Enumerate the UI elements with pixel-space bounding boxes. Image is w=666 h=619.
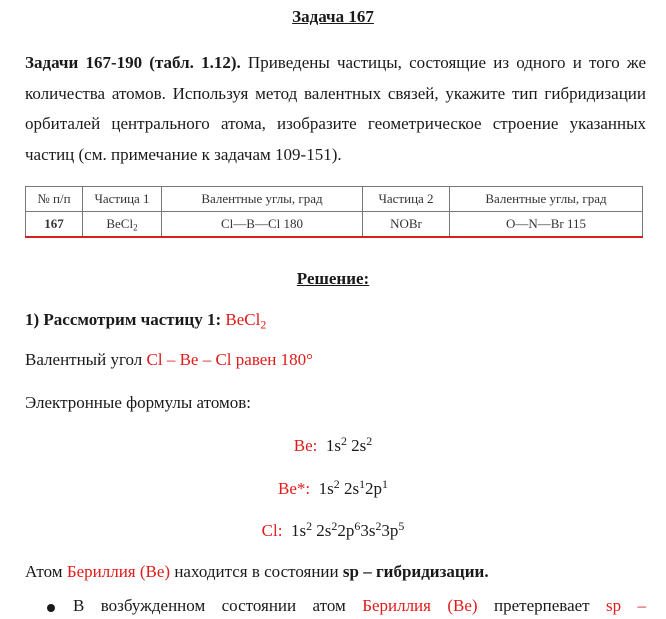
cell-angle2: O—N—Br 115 (450, 212, 643, 238)
bullet-icon (47, 604, 55, 612)
cell-particle2: NOBr (363, 212, 450, 238)
cell-particle1: BeCl$_2$ (83, 212, 162, 238)
intro-text: Приведены частицы, состоящие из одного и того же количества атомов. Используя метод валентных связей, укажите тип гибридизации орбиталей центрального атома, изобразите геометрическое строение указанных частиц (см. примечание к задачам 109-151). (25, 53, 646, 164)
table-row (26, 212, 643, 238)
task-title: Задача 167 (292, 7, 374, 26)
step1-heading: 1) Рассмотрим частицу 1: BeCl$_2$ (25, 310, 267, 332)
particles-table (25, 186, 643, 238)
econfig-title: Электронные формулы атомов: (25, 393, 252, 412)
header-angles2: Валентные углы, град (450, 187, 643, 212)
config-be-excited: Be*: $1s^2$ $2s^12p^1$ (278, 477, 388, 498)
config-cl: Cl: $1s^2$ $2s^22p^63s^23p^5$ (261, 519, 405, 540)
cell-num: 167 (26, 212, 83, 238)
header-particle1: Частица 1 (83, 187, 162, 212)
header-particle2: Частица 2 (363, 187, 450, 212)
header-num: № п/п (26, 187, 83, 212)
task-intro (25, 48, 646, 170)
cell-angle1: Cl—B—Cl 180 (162, 212, 363, 238)
header-angles1: Валентные углы, град (162, 187, 363, 212)
config-be: Be: $1s^2$ $2s^2$ (293, 434, 373, 455)
angle-line: Валентный угол Cl – Be – Cl равен 180° (25, 350, 313, 369)
bullet-text: В возбужденном состоянии атом Бериллия (Be) претерпевает sp – (73, 596, 647, 615)
intro-bold: Задачи 167-190 (табл. 1.12). (25, 53, 241, 72)
table-header-row (26, 187, 643, 212)
solution-title: Решение: (296, 269, 370, 288)
atom-state-line: Атом Бериллия (Be) находится в состоянии sp – гибридизации. (25, 562, 489, 581)
